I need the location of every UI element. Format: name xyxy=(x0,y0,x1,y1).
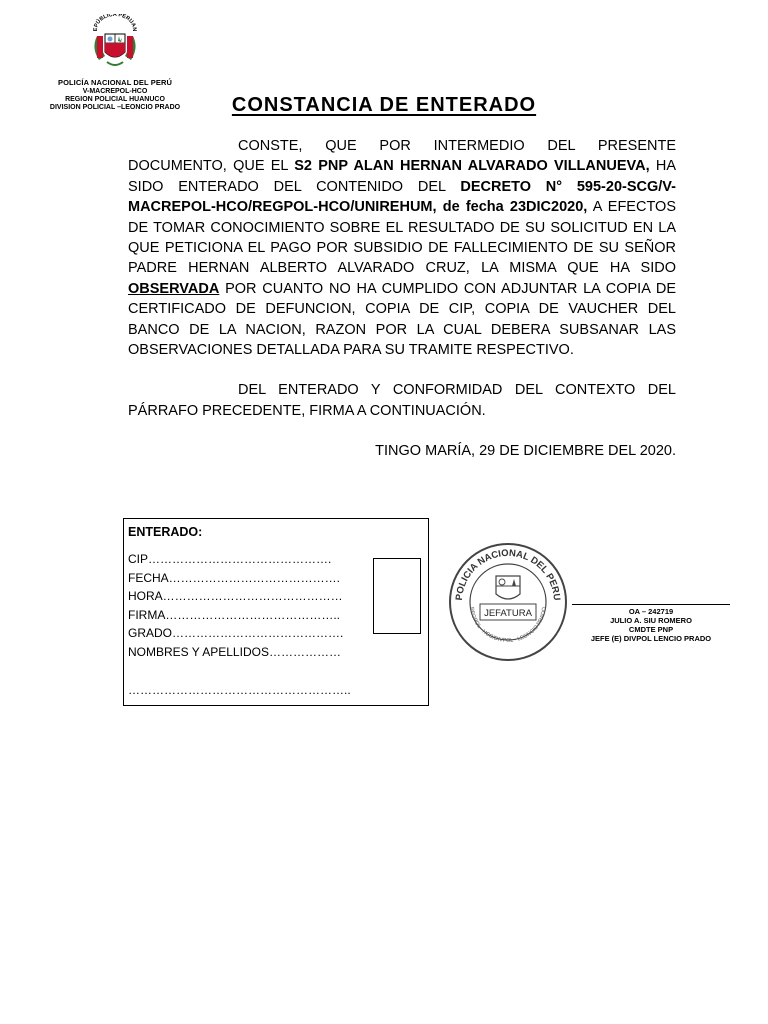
peru-coat-of-arms-icon xyxy=(89,14,141,72)
form-heading: ENTERADO: xyxy=(128,525,203,539)
signature-line xyxy=(572,604,730,605)
grado-field: GRADO……………………………………. xyxy=(128,626,344,640)
paragraph-2: DEL ENTERADO Y CONFORMIDAD DEL CONTEXTO DEL PÁRRAFO PRECEDENTE, FIRMA A CONTINUACIÓN. xyxy=(128,382,676,419)
firma-field: FIRMA…………………………………….. xyxy=(128,607,340,622)
observada-word: OBSERVADA xyxy=(128,280,220,297)
fecha-field: FECHA……………………………………. xyxy=(128,570,341,585)
document-title: CONSTANCIA DE ENTERADO xyxy=(231,94,537,116)
svg-text:REGPOL - HCO/DIVPOL - LEONCIO: REGPOL - HCO/DIVPOL - LEONCIO PRADO xyxy=(468,606,548,645)
person-name: S2 PNP ALAN HERNAN ALVARADO VILLANUEVA, xyxy=(294,158,650,175)
svg-text:POLICIA NACIONAL DEL PERU: POLICIA NACIONAL DEL PERU xyxy=(453,547,563,601)
document-body xyxy=(128,136,676,462)
fingerprint-box xyxy=(373,558,421,634)
decree-reference: DECRETO N° 595-20-SCG/V-MACREPOL-HCO/REGPOL-HCO/UNIREHUM, de fecha 23DIC2020, xyxy=(128,178,676,216)
officer-title: JEFE (E) DIVPOL LENCIO PRADO xyxy=(590,634,712,643)
signature-block xyxy=(572,604,730,643)
institution-name: POLICÍA NACIONAL DEL PERÚ xyxy=(57,78,173,87)
region-line: REGION POLICIAL HUANUCO xyxy=(65,95,165,103)
division-line: DIVISION POLICIAL –LEONCIO PRADO xyxy=(49,103,181,111)
officer-code: OA – 242719 xyxy=(628,607,674,616)
blank-line: ……………………………………………….. xyxy=(128,683,351,697)
svg-text:JEFATURA: JEFATURA xyxy=(484,608,532,619)
nombres-field: NOMBRES Y APELLIDOS……………… xyxy=(128,644,341,659)
paragraph-1: CONSTE, QUE POR INTERMEDIO DEL PRESENTE DOCUMENTO, QUE EL S2 PNP ALAN HERNAN ALVARADO VILLANUEVA, HA SIDO ENTERADO DEL CONTENIDO DEL DECRETO N° 595-20-SCG/V-MACREPOL-HCO/REGPOL-HCO/UNIREHUM, de fecha 23DIC2020, A EFECTOS DE TOMAR CONOCIMIENTO SOBRE EL RESULTADO DE SU SOLICITUD EN LA QUE PETICIONA EL PAGO POR SUBSIDIO DE FALLECIMIENTO DE SU SEÑOR PADRE HERNAN ALBERTO ALVARADO CRUZ, LA MISMA QUE HA SIDO OBSERVADA POR CUANTO NO HA CUMPLIDO CON ADJUNTAR LA COPIA DE CERTIFICADO DE DEFUNCION, COPIA DE CIP, COPIA DE VAUCHER DEL BANCO DE LA NACION, RAZON POR LA CUAL DEBERA SUBSANAR LAS OBSERVACIONES DETALLADA PARA SU TRAMITE RESPECTIVO. xyxy=(128,138,676,359)
hora-field: HORA……………………………………… xyxy=(128,589,343,603)
cip-field: CIP………………………………………. xyxy=(128,552,332,566)
officer-name: JULIO A. SIU ROMERO xyxy=(610,616,692,625)
police-seal-stamp xyxy=(446,540,570,664)
officer-rank: CMDTE PNP xyxy=(628,625,674,634)
macrepol-line: V-MACREPOL-HCO xyxy=(82,87,148,95)
svg-text:REPÚBLICA PERUANA: EPÚBLICA PERUAN xyxy=(92,14,138,32)
place-date: TINGO MARÍA, 29 DE DICIEMBRE DEL 2020. xyxy=(375,443,676,460)
